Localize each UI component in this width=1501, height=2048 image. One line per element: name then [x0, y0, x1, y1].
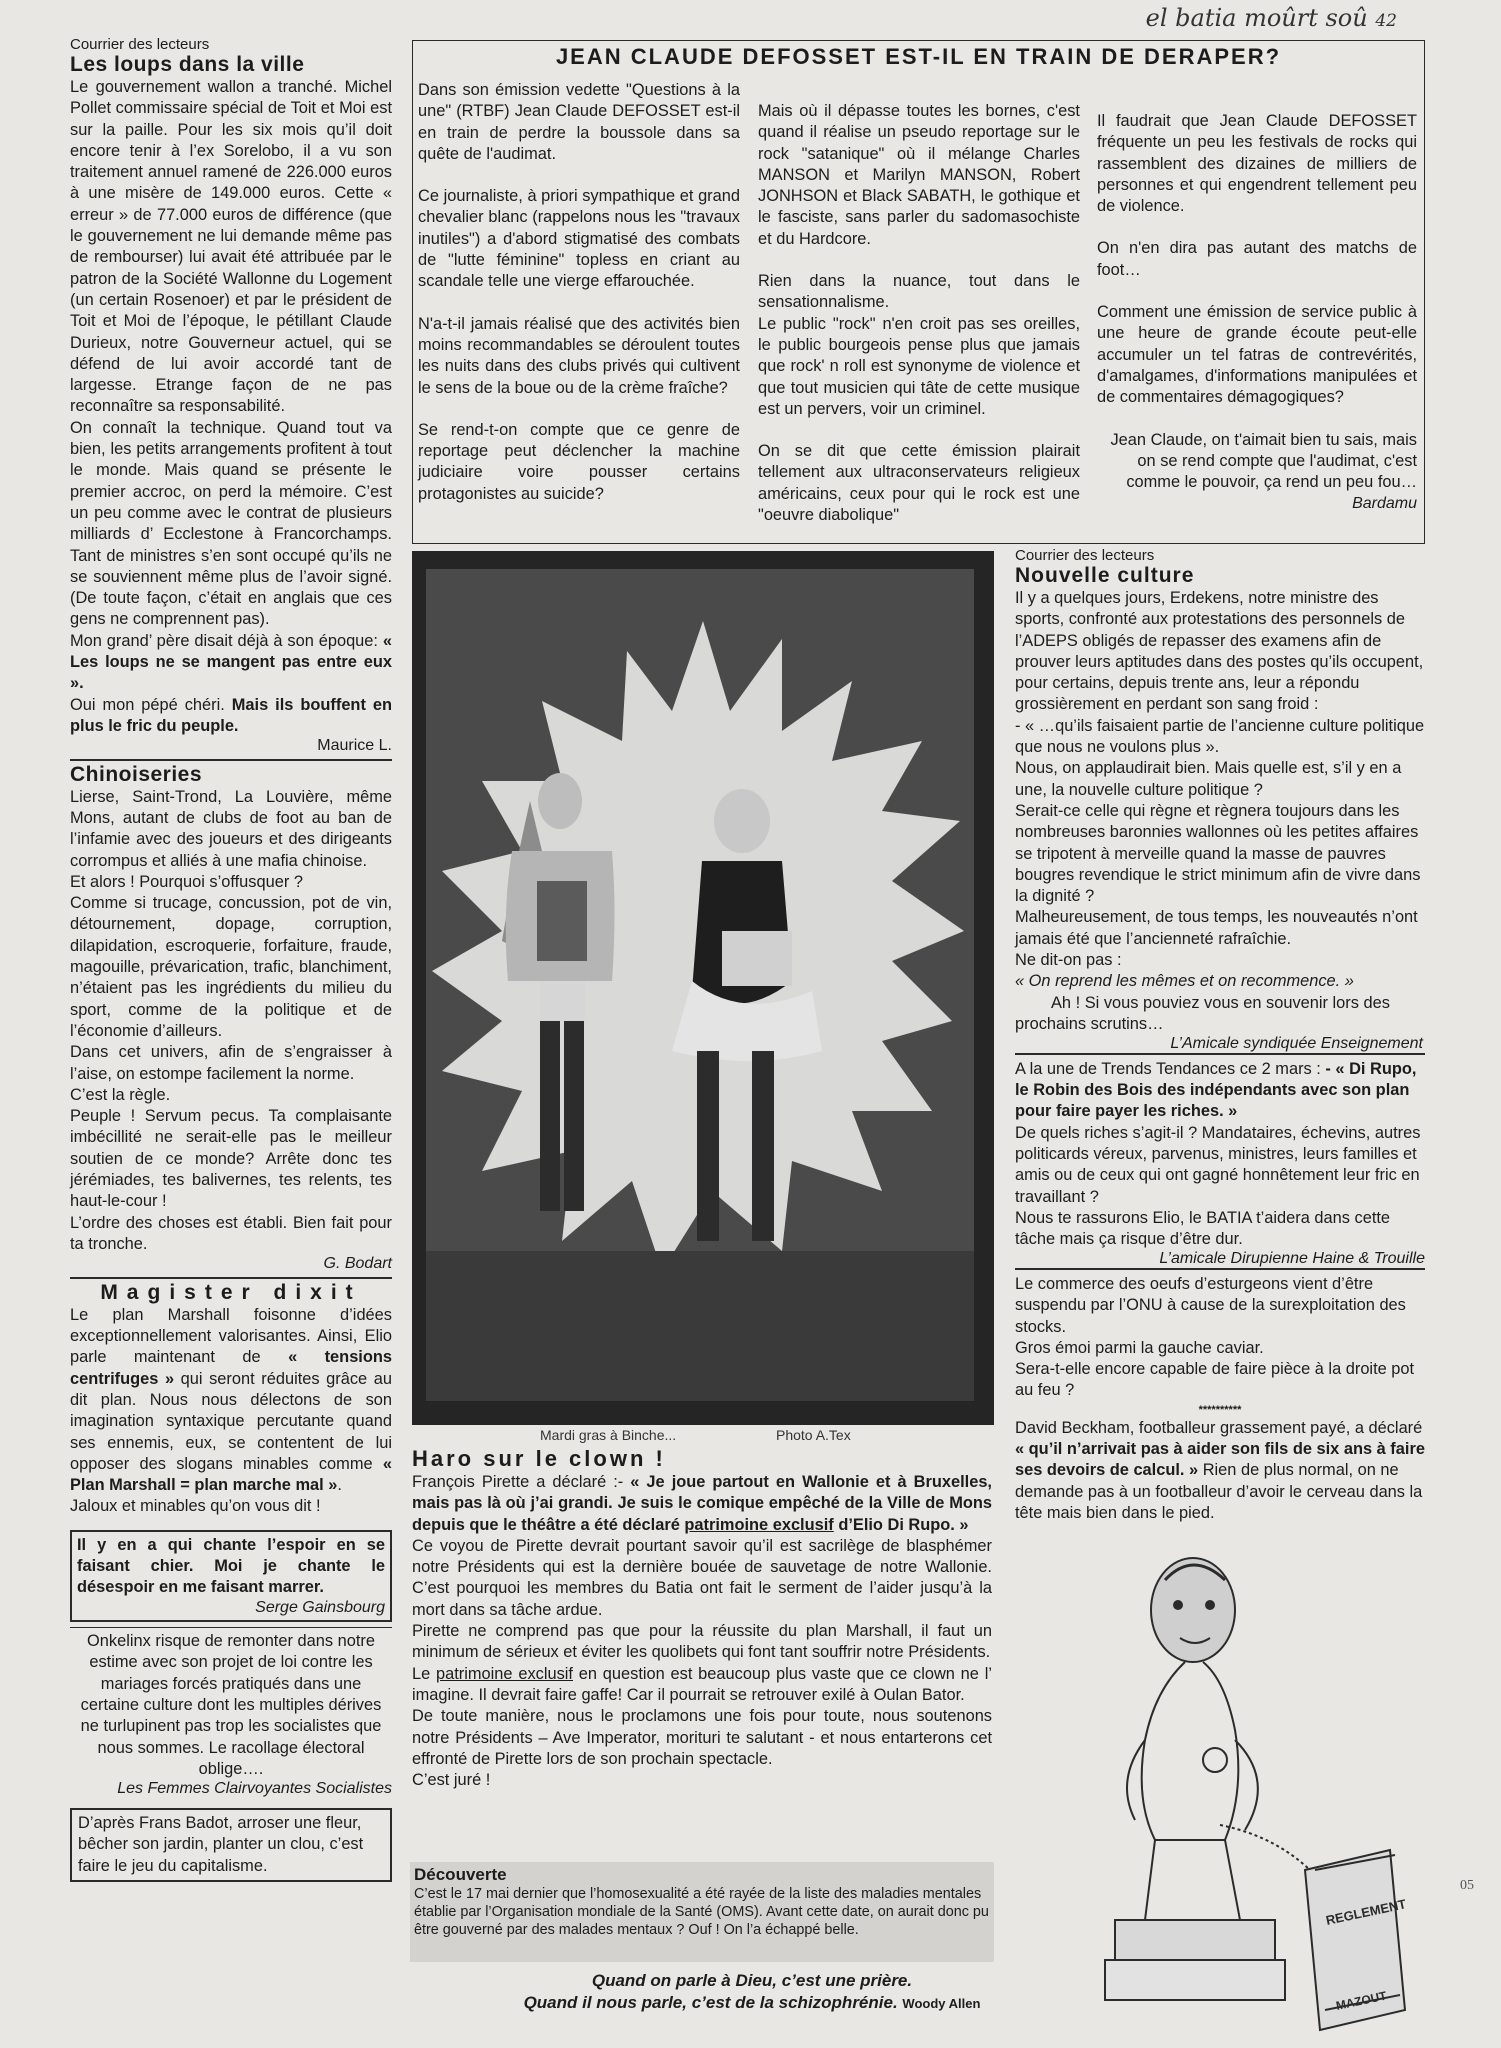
boxed-col-3 — [1097, 111, 1417, 515]
decouverte-text: C’est le 17 mai dernier que l’homosexualité a été rayée de la liste des maladies mentales établie par l’Organisation mondiale de la Santé (OMS). Avant cette date, on aurait donc pu être gouverné par des malades mentaux ? Ouf ! On l’a échappé belle. — [414, 1886, 989, 1938]
paragraph: Jean Claude, on t'aimait bien tu sais, mais on se rend compte que l'audimat, c'est comme le pouvoir, ça rend un peu fou… — [1110, 430, 1417, 492]
quote-text: D’après Frans Badot, arroser une fleur, bêcher son jardin, planter un clou, c’est faire le jeu du capitalisme. — [78, 1814, 364, 1875]
paragraph: Le gouvernement wallon a tranché. Michel Pollet commissaire spécial de Toit et Moi est sur la paille. Pour les six mois qu’il doit encore tenir à l’ex Sorelobo, il a vu son traitement annuel ramené de 226.000 euros à une misère de 149.000 euros. Cette « erreur » de 77.000 euros de différence (que le gouvernement ne lui demande même pas de rembourser) lui avait été attribuée par le patron de la Société Wallonne du Logement (un certain Rosenoer) et par le président de Toit et Moi de l’époque, le pétillant Claude Durieux, notre Gouverneur actuel, qui se défend de lui avoir accordé tant de largesse. Etrange façon de ne pas reconnaître sa responsabilité. — [70, 78, 392, 416]
paragraph: Peuple ! Servum pecus. Ta complaisante imbécillité ne serait-elle pas le meilleur soutien de ce monde? Arrête donc tes jérémiades, tes balivernes, tes relents, tes haut-le-cour ! — [70, 1107, 392, 1211]
masthead — [1146, 4, 1397, 32]
divider — [1015, 1268, 1425, 1270]
paragraph: « On reprend les mêmes et on recommence. » — [1015, 972, 1354, 991]
quote-bold: - « Di Rupo, le Robin des Bois des indépendants avec son plan pour faire payer les riches. » — [1015, 1059, 1417, 1121]
cartoon-can-label-1: REGLEMENT — [1324, 1896, 1408, 1928]
paragraph: Rien dans la nuance, tout dans le sensationnalisme. — [758, 272, 1080, 312]
text-run: Le — [412, 1664, 437, 1683]
paragraph: Malheureusement, de tous temps, les nouveautés n’ont jamais été que l’ancienneté rafraîchie. — [1015, 908, 1418, 948]
paragraph: Dans son émission vedette "Questions à la une" (RTBF) Jean Claude DEFOSSET est-il en train de perdre la boussole dans sa quête de l'audimat. — [418, 81, 740, 163]
cartoon-drawing — [1075, 1540, 1415, 2040]
article-loups — [70, 77, 392, 737]
text-run: A la une de Trends Tendances ce 2 mars : — [1015, 1059, 1326, 1078]
quote-line: Quand on parle à Dieu, c’est une prière. — [591, 1971, 913, 1990]
signature: L’amicale Dirupienne Haine & Trouille — [1159, 1250, 1425, 1268]
paragraph: Pirette ne comprend pas que pour la réussite du plan Marshall, il faut un minimum de sérieux et éviter les quolibets qui font tant souffrir notre Présidents. — [412, 1622, 992, 1662]
quote-box-gainsbourg — [70, 1530, 392, 1622]
paragraph: Il faudrait que Jean Claude DEFOSSET fréquente un peu les festivals de rocks qui rassemblent des dizaines de milliers de personnes et qui engendrent tellement peu de violence. — [1097, 112, 1417, 216]
boxed-title: JEAN CLAUDE DEFOSSET EST-IL EN TRAIN DE DERAPER? — [555, 44, 1282, 69]
signature: Serge Gainsbourg — [255, 1598, 385, 1616]
paragraph: Le commerce des oeufs d’esturgeons vient d’être suspendu par l’ONU à cause de la surexploitation des stocks. — [1015, 1274, 1406, 1336]
quote-bold: « qu’il n’arrivait pas à aider son fils de six ans à faire ses devoirs de calcul. » — [1015, 1439, 1425, 1480]
article-onkelinx: Onkelinx risque de remonter dans notre estime avec son projet de loi contre les mariages forcés pratiqués dans une certaine culture dont les multiples dérives ne turlupinent pas trop les socialistes que nous sommes. Le racollage électoral oblige…. — [80, 1632, 382, 1778]
text-run: Rien de plus normal, on ne demande pas à un footballeur d’avoir le cerveau dans la tête mais bien dans le pied. — [1015, 1461, 1423, 1522]
paragraph: Jaloux et minables qu’on vous dit ! — [70, 1497, 321, 1516]
divider — [1015, 1053, 1425, 1055]
text-run: François Pirette a déclaré :- — [412, 1473, 631, 1491]
kicker: Courrier des lecteurs — [1015, 547, 1155, 564]
paragraph: N'a-t-il jamais réalisé que des activités bien moins recommandables se déroulent toutes les nuits dans des clubs privés qui cultivent le sens de la boue ou de la crème fraîche? — [418, 314, 740, 397]
text-run: Mon grand’ père disait déjà à son époque: — [70, 631, 383, 650]
photo-image — [412, 551, 994, 1425]
paragraph: L’ordre des choses est établi. Bien fait pour ta tronche. — [70, 1213, 392, 1253]
quote-text: Il y en a qui chante l’espoir en se faisant chier. Moi je chante le désespoir en me faisant marrer. — [77, 1535, 385, 1597]
cartoon-can-label-2: MAZOUT — [1334, 1988, 1388, 2013]
paragraph: Nous te rassurons Elio, le BATIA t’aidera dans cette tâche mais ça risque d’être dur. — [1015, 1208, 1391, 1249]
signature: Les Femmes Clairvoyantes Socialistes — [117, 1780, 392, 1798]
article-title: Magister dixit — [100, 1280, 362, 1304]
article-title: Haro sur le clown ! — [412, 1446, 666, 1471]
boxed-col-2 — [758, 101, 1080, 526]
bottom-quote — [412, 1970, 1092, 2015]
separator-stars: ********** — [1198, 1403, 1242, 1416]
paragraph: Ce voyou de Pirette devrait pourtant savoir qu’il est sacrilège de blasphémer notre Présidents qui est la dernière bouée de sauvetage de notre Wallonie. C’est pourquoi les membres du Batia ont fait le serment de l’aider jusqu’à la mort dans sa tâche ardue. — [412, 1536, 992, 1619]
article-nouvelle-culture — [1015, 588, 1425, 1035]
signature: G. Bodart — [323, 1255, 392, 1273]
page-number: 42 — [1375, 11, 1397, 31]
paragraph: De toute manière, nous le proclamons une fois pour toute, nous soutenons notre Présidents – Ave Imperator, morituri te salutant - et nous entarterons cet effronté de Pirette lors de son prochain spectacle. — [412, 1707, 992, 1768]
text-run: en question est beaucoup plus vaste que ce clown ne l’ imagine. Il devrait faire gaffe! Car il pourrait se retrouver exilé à Oulan Bator. — [412, 1664, 992, 1704]
signature: Bardamu — [1352, 495, 1417, 513]
paragraph: Dans cet univers, afin de s’engraisser à l’aise, on estompe facilement la norme. — [70, 1043, 392, 1083]
paragraph: Mais où il dépasse toutes les bornes, c'est quand il réalise un pseudo reportage sur le rock "satanique" où il mélange Charles MANSON et Marilyn MANSON, Robert JONHSON et Black SABATH, le gothique et le fasciste, sans parler du sadomasochiste et du Hardcore. — [758, 102, 1080, 248]
photo-credit: Photo A.Tex — [776, 1427, 851, 1443]
signature: Maurice L. — [317, 737, 392, 755]
photo — [412, 551, 994, 1425]
text-run: Le plan Marshall foisonne d’idées exceptionnellement valorisantes. Ainsi, Elio parle maintenant de — [70, 1305, 392, 1367]
margin-folio: 05 — [1460, 1878, 1474, 1893]
underlined-term: patrimoine exclusif — [436, 1664, 573, 1683]
paragraph: Sera-t-elle encore capable de faire pièce à la droite pot au feu ? — [1015, 1360, 1415, 1400]
quote-bold: Mais ils bouffent en plus le fric du peuple. — [70, 695, 392, 735]
masthead-title: el batia moûrt soû — [1145, 4, 1368, 32]
divider — [70, 759, 392, 761]
quote-bold: « tensions centrifuges » — [70, 1348, 392, 1388]
article-magister — [70, 1305, 392, 1518]
paragraph: C’est la règle. — [70, 1085, 171, 1104]
text-run: qui seront réduites grâce au dit plan. Nous nous délectons de son imagination syntaxique percutante quand ses ennemis, eux, se contentent de lui opposer des slogans minables comme — [70, 1369, 392, 1473]
article-title: Chinoiseries — [70, 762, 203, 786]
paragraph: On connaît la technique. Quand tout va bien, les petits arrangements profitent à tout le monde. Mais quand se présente le premier accroc, on perd la mémoire. C’est un peu comme avec le contrat de plusieurs milliards d’ Ecclestone à Francorchamps. Tant de ministres s’en sont occupé qu’ils ne se souviennent même plus de l’avoir signé. (De toute façon, c’était en anglais que ces gens ne comprennent pas). — [70, 418, 392, 629]
paragraph — [412, 1472, 992, 1536]
quote-box-badot — [70, 1808, 392, 1882]
quote-line: Quand il nous parle, c’est de la schizophrénie. — [523, 1993, 898, 2012]
paragraph: De quels riches s’agit-il ? Mandataires, échevins, autres politicards véreux, parvenus, ministres, leurs familles et amis ou de ceux qui ont gagné honnêtement leur fric en travaillant ? — [1015, 1123, 1421, 1206]
paragraph — [70, 695, 392, 738]
paragraph — [412, 1664, 992, 1707]
quote-author: Woody Allen — [902, 1996, 981, 2011]
article-title: Nouvelle culture — [1015, 564, 1195, 587]
paragraph: Comme si trucage, concussion, pot de vin, détournement, dopage, corruption, dilapidation, escroquerie, forfaiture, fraude, magouille, prévarication, trafic, blanchiment, n’étaient pas les ingrédients du milieu du sport, comme de la politique et de l’économie d’ailleurs. — [70, 894, 392, 1040]
quote-bold: « Plan Marshall = plan marche mal » — [70, 1454, 392, 1495]
article-esturgeons — [1015, 1274, 1425, 1524]
paragraph: Lierse, Saint-Trond, La Louvière, même Mons, autant de clubs de foot au ban de l’infamie avec des joueurs et des dirigeants corrompus et alliés à une mafia chinoise. — [70, 787, 392, 870]
quote-bold: d’Elio Di Rupo. » — [833, 1515, 969, 1534]
quote-bold: « Je joue partout en Wallonie et à Bruxelles, mais pas là où j’ai grandi. Je suis le comique empêché de la Ville de Mons depuis que le théâtre a été déclaré — [412, 1473, 992, 1534]
article-trends — [1015, 1059, 1425, 1251]
clown-body — [412, 1472, 992, 1791]
left-column — [70, 36, 392, 1882]
paragraph: Et alors ! Pourquoi s’offusquer ? — [70, 872, 303, 891]
article-clown — [412, 1446, 992, 1791]
paragraph: Gros émoi parmi la gauche caviar. — [1015, 1338, 1264, 1357]
paragraph: On se dit que cette émission plairait tellement aux ultraconservateurs religieux américains, ceux pour qui le rock est une "oeuvre diabolique" — [758, 442, 1080, 525]
divider — [70, 1277, 392, 1279]
paragraph: Serait-ce celle qui règne et règnera toujours dans les nombreuses baronnies wallonnes où les petites affaires se tripotent à merveille quand la masse de pauvres bougres revendique le strict minimum afin de vivre dans la dignité ? — [1015, 801, 1421, 906]
paragraph: C’est juré ! — [412, 1771, 491, 1790]
decouverte-title: Découverte — [414, 1865, 507, 1884]
photo-caption: Mardi gras à Binche... — [540, 1427, 677, 1443]
paragraph: Le public "rock" n'en croit pas ses oreilles, le public bourgeois pense plus que jamais que rock' n roll est synonyme de violence et que tout musicien qui tâte de cette musique est un pervers, voir un criminel. — [758, 314, 1080, 418]
cartoon-illustration — [1075, 1540, 1415, 2040]
article-title: Les loups dans la ville — [70, 53, 305, 76]
paragraph: Se rend-t-on compte que ce genre de reportage peut déclencher la machine judiciaire voire pousser certains protagonistes au suicide? — [418, 420, 740, 503]
paragraph — [70, 631, 392, 695]
text-run: Oui mon pépé chéri. — [70, 695, 232, 714]
quote-bold: « Les loups ne se mangent pas entre eux ». — [70, 631, 392, 693]
decouverte-box — [410, 1862, 994, 1962]
paragraph: Ah ! Si vous pouviez vous en souvenir lors des prochains scrutins… — [1015, 993, 1390, 1033]
boxed-col-1 — [418, 80, 740, 505]
divider — [70, 1627, 392, 1629]
paragraph: Ce journaliste, à priori sympathique et grand chevalier blanc (rappelons nous les "travaux inutiles") a d'abord stigmatisé des combats de "lutte féminine" topless en criant au scandale telle une vierge effarouchée. — [418, 187, 740, 291]
paragraph: Il y a quelques jours, Erdekens, notre ministre des sports, confronté aux protestations des personnels de l’ADEPS obligés de repasser des examens afin de prouver leurs aptitudes dans des postes qu’ils occupent, pour certains, depuis trente ans, leur a répondu grossièrement en perdant son sang froid : — [1015, 589, 1424, 714]
underlined-term: patrimoine exclusif — [684, 1515, 834, 1534]
kicker: Courrier des lecteurs — [70, 36, 210, 53]
paragraph — [1015, 1059, 1425, 1123]
paragraph: Ne dit-on pas : — [1015, 951, 1122, 970]
right-column — [1015, 547, 1425, 1524]
text-run: . — [337, 1476, 342, 1495]
signature: L’Amicale syndiquée Enseignement — [1170, 1035, 1423, 1053]
text-run: David Beckham, footballeur grassement payé, a déclaré — [1015, 1418, 1423, 1437]
paragraph: Comment une émission de service public à une heure de grande écoute peut-elle accumuler un tel fatras de contrevérités, d'amalgames, d'informations manipulées et de commentaires démagogiques? — [1097, 303, 1417, 407]
paragraph: Nous, on applaudirait bien. Mais quelle est, s’il y en a une, la nouvelle culture politique ? — [1015, 759, 1402, 799]
paragraph: - « …qu’ils faisaient partie de l’ancienne culture politique que nous ne voulons plus ». — [1015, 716, 1425, 757]
paragraph: On n'en dira pas autant des matchs de foot… — [1097, 239, 1417, 279]
paragraph — [1015, 1418, 1425, 1524]
article-chinoiseries — [70, 787, 392, 1256]
paragraph — [70, 1305, 392, 1497]
